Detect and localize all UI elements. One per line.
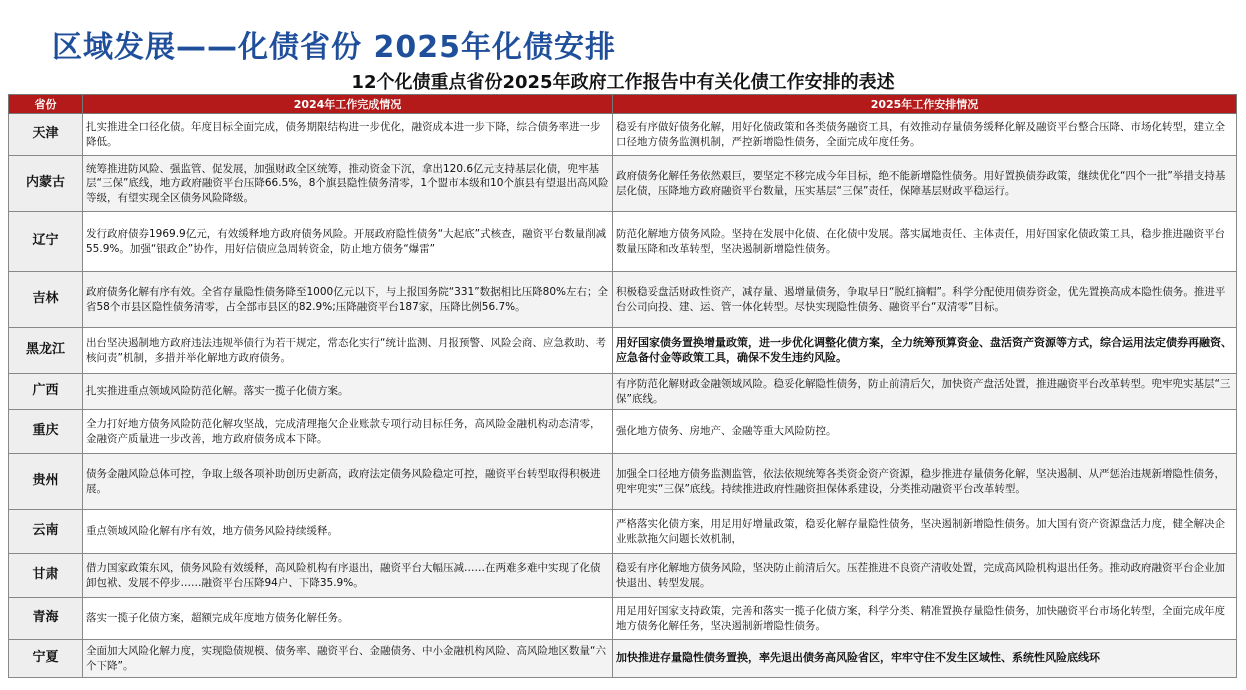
plan-2025-cell: 政府债务化解任务依然艰巨，要坚定不移完成今年目标，绝不能新增隐性债务。用好置换债券政策，继续优化“四个一批”举措支持基层化债，压降地方政府融资平台数量，压实基层“三保”责任，保障基层财政平稳运行。 xyxy=(613,156,1237,212)
plan-2025-cell: 防范化解地方债务风险。坚持在发展中化债、在化债中发展。落实属地责任、主体责任，用好国家化债政策工具，稳步推进融资平台数量压降和改革转型，坚决遏制新增隐性债务。 xyxy=(613,212,1237,272)
table-row xyxy=(9,272,1237,328)
done-2024-cell: 出台坚决遏制地方政府违法违规举债行为若干规定，常态化实行“统计监测、月报预警、风险会商、应急救助、考核问责”机制，多措并举化解地方政府债务。 xyxy=(83,328,613,374)
province-cell: 宁夏 xyxy=(9,640,83,678)
province-cell: 贵州 xyxy=(9,454,83,510)
plan-2025-cell: 加强全口径地方债务监测监管，依法依规统筹各类资金资产资源，稳步推进存量债务化解，坚决遏制、从严惩治违规新增隐性债务，兜牢兜实“三保”底线。持续推进政府性融资担保体系建设，分类推动融资平台改革转型。 xyxy=(613,454,1237,510)
header-2024: 2024年工作完成情况 xyxy=(83,95,613,114)
debt-arrangement-table xyxy=(8,94,1237,678)
table-subtitle: 12个化债重点省份2025年政府工作报告中有关化债工作安排的表述 xyxy=(351,72,895,93)
province-cell: 天津 xyxy=(9,114,83,156)
table-row xyxy=(9,114,1237,156)
plan-2025-cell: 稳妥有序化解地方债务风险，坚决防止前清后欠。压茬推进不良资产清收处置，完成高风险机构退出任务。推动政府融资平台企业加快退出、转型发展。 xyxy=(613,554,1237,598)
plan-2025-cell: 有序防范化解财政金融领域风险。稳妥化解隐性债务，防止前清后欠，加快资产盘活处置，推进融资平台改革转型。兜牢兜实基层“三保”底线。 xyxy=(613,374,1237,410)
table-row xyxy=(9,374,1237,410)
plan-2025-cell: 用足用好国家支持政策，完善和落实一揽子化债方案，科学分类、精准置换存量隐性债务，加快融资平台市场化转型，全面完成年度地方债务化解任务，坚决遏制新增隐性债务。 xyxy=(613,598,1237,640)
header-province: 省份 xyxy=(9,95,83,114)
province-cell: 广西 xyxy=(9,374,83,410)
table-row xyxy=(9,640,1237,678)
plan-2025-cell: 加快推进存量隐性债务置换，率先退出债务高风险省区，牢牢守住不发生区域性、系统性风险底线环 xyxy=(613,640,1237,678)
table-row xyxy=(9,410,1237,454)
province-cell: 黑龙江 xyxy=(9,328,83,374)
plan-2025-cell: 积极稳妥盘活财政性资产，减存量、遏增量债务，争取早日“脱红摘帽”。科学分配使用债券资金，优先置换高成本隐性债务。推进平台公司向投、建、运、管一体化转型。尽快实现隐性债务、融资平台“双清零”目标。 xyxy=(613,272,1237,328)
done-2024-cell: 扎实推进全口径化债。年度目标全面完成，债务期限结构进一步优化，融资成本进一步下降，综合债务率进一步降低。 xyxy=(83,114,613,156)
done-2024-cell: 发行政府债券1969.9亿元，有效缓释地方政府债务风险。开展政府隐性债务“大起底”式核查，融资平台数量削减55.9%。加强“银政企”协作，用好信债应急周转资金，防止地方债务“爆雷” xyxy=(83,212,613,272)
done-2024-cell: 统筹推进防风险、强监管、促发展，加强财政全区统筹，推动资金下沉，拿出120.6亿元支持基层化债，兜牢基层“三保”底线，地方政府融资平台压降66.5%，8个旗县隐性债务清零，1个盟市本级和10个旗县有望退出高风险等级，有望实现全区债务风险降级。 xyxy=(83,156,613,212)
table-row xyxy=(9,328,1237,374)
province-cell: 青海 xyxy=(9,598,83,640)
province-cell: 辽宁 xyxy=(9,212,83,272)
province-cell: 云南 xyxy=(9,510,83,554)
plan-2025-cell: 强化地方债务、房地产、金融等重大风险防控。 xyxy=(613,410,1237,454)
done-2024-cell: 重点领域风险化解有序有效，地方债务风险持续缓释。 xyxy=(83,510,613,554)
table-header-row xyxy=(9,95,1237,114)
done-2024-cell: 全面加大风险化解力度，实现隐债规模、债务率、融资平台、金融债务、中小金融机构风险、高风险地区数量“六个下降”。 xyxy=(83,640,613,678)
done-2024-cell: 债务金融风险总体可控，争取上级各项补助创历史新高，政府法定债务风险稳定可控，融资平台转型取得积极进展。 xyxy=(83,454,613,510)
table-row xyxy=(9,554,1237,598)
plan-2025-cell: 用好国家债务置换增量政策，进一步优化调整化债方案，全力统筹预算资金、盘活资产资源等方式，综合运用法定债券再融资、应急备付金等政策工具，确保不发生违约风险。 xyxy=(613,328,1237,374)
table-row xyxy=(9,510,1237,554)
province-cell: 甘肃 xyxy=(9,554,83,598)
plan-2025-cell: 稳妥有序做好债务化解，用好化债政策和各类债务融资工具，有效推动存量债务缓释化解及融资平台整合压降、市场化转型，建立全口径地方债务监测机制，严控新增隐性债务，全面完成年度任务。 xyxy=(613,114,1237,156)
page-title: 区域发展——化债省份 2025年化债安排 xyxy=(52,30,616,65)
table-row xyxy=(9,156,1237,212)
table-row xyxy=(9,598,1237,640)
province-cell: 吉林 xyxy=(9,272,83,328)
done-2024-cell: 政府债务化解有序有效。全省存量隐性债务降至1000亿元以下，与上报国务院“331”数据相比压降80%左右；全省58个市县区隐性债务清零，占全部市县区的82.9%;压降融资平台187家，压降比例56.7%。 xyxy=(83,272,613,328)
done-2024-cell: 落实一揽子化债方案，超额完成年度地方债务化解任务。 xyxy=(83,598,613,640)
done-2024-cell: 全力打好地方债务风险防范化解攻坚战，完成清理拖欠企业账款专项行动目标任务，高风险金融机构动态清零，金融资产质量进一步改善，地方政府债务成本下降。 xyxy=(83,410,613,454)
plan-2025-cell: 严格落实化债方案，用足用好增量政策，稳妥化解存量隐性债务，坚决遏制新增隐性债务。加大国有资产资源盘活力度，健全解决企业账款拖欠问题长效机制， xyxy=(613,510,1237,554)
province-cell: 内蒙古 xyxy=(9,156,83,212)
done-2024-cell: 借力国家政策东风，债务风险有效缓释，高风险机构有序退出，融资平台大幅压减……在两难多难中实现了化债卸包袱、发展不停步……融资平台压降94户、下降35.9%。 xyxy=(83,554,613,598)
header-2025: 2025年工作安排情况 xyxy=(613,95,1237,114)
done-2024-cell: 扎实推进重点领域风险防范化解。落实一揽子化债方案。 xyxy=(83,374,613,410)
table-row xyxy=(9,212,1237,272)
province-cell: 重庆 xyxy=(9,410,83,454)
table-row xyxy=(9,454,1237,510)
